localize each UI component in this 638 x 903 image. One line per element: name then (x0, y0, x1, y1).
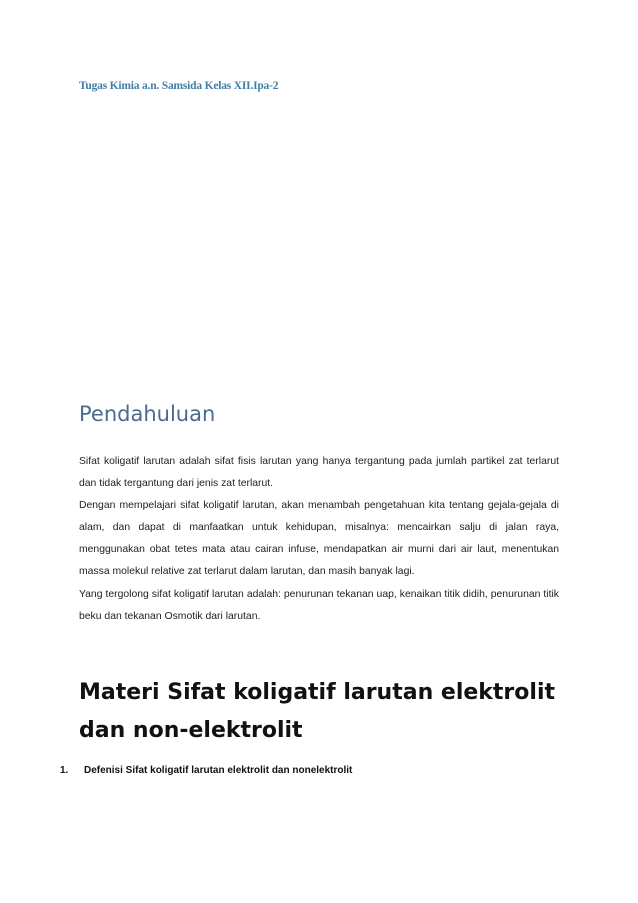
list-item-number: 1. (60, 765, 69, 776)
intro-paragraph-2: Dengan mempelajari sifat koligatif larutan, akan menambah pengetahuan kita tentang gejala-gejala di alam, dan dapat di manfaatkan untuk kehidupan, misalnya: mencairkan salju di jalan raya, menggunakan obat tetes mata atau cairan infuse, mendapatkan air murni dari air laut, menentukan massa molekul relative zat terlarut dalam larutan, dan masih banyak lagi. (79, 500, 559, 578)
intro-heading: Pendahuluan (79, 402, 216, 426)
list-item-text: Defenisi Sifat koligatif larutan elektrolit dan nonelektrolit (84, 765, 353, 776)
document-header: Tugas Kimia a.n. Samsida Kelas XII.Ipa-2 (79, 80, 279, 92)
list-item (60, 765, 352, 776)
section-heading: Materi Sifat koligatif larutan elektrolit dan non-elektrolit (79, 680, 555, 743)
intro-paragraph-3: Yang tergolong sifat koligatif larutan adalah: penurunan tekanan uap, kenaikan titik didih, penurunan titik beku dan tekanan Osmotik dari larutan. (79, 588, 559, 622)
intro-paragraph-1: Sifat koligatif larutan adalah sifat fisis larutan yang hanya tergantung pada jumlah partikel zat terlarut dan tidak tergantung dari jenis zat terlarut. (79, 456, 559, 490)
intro-body (79, 451, 559, 628)
